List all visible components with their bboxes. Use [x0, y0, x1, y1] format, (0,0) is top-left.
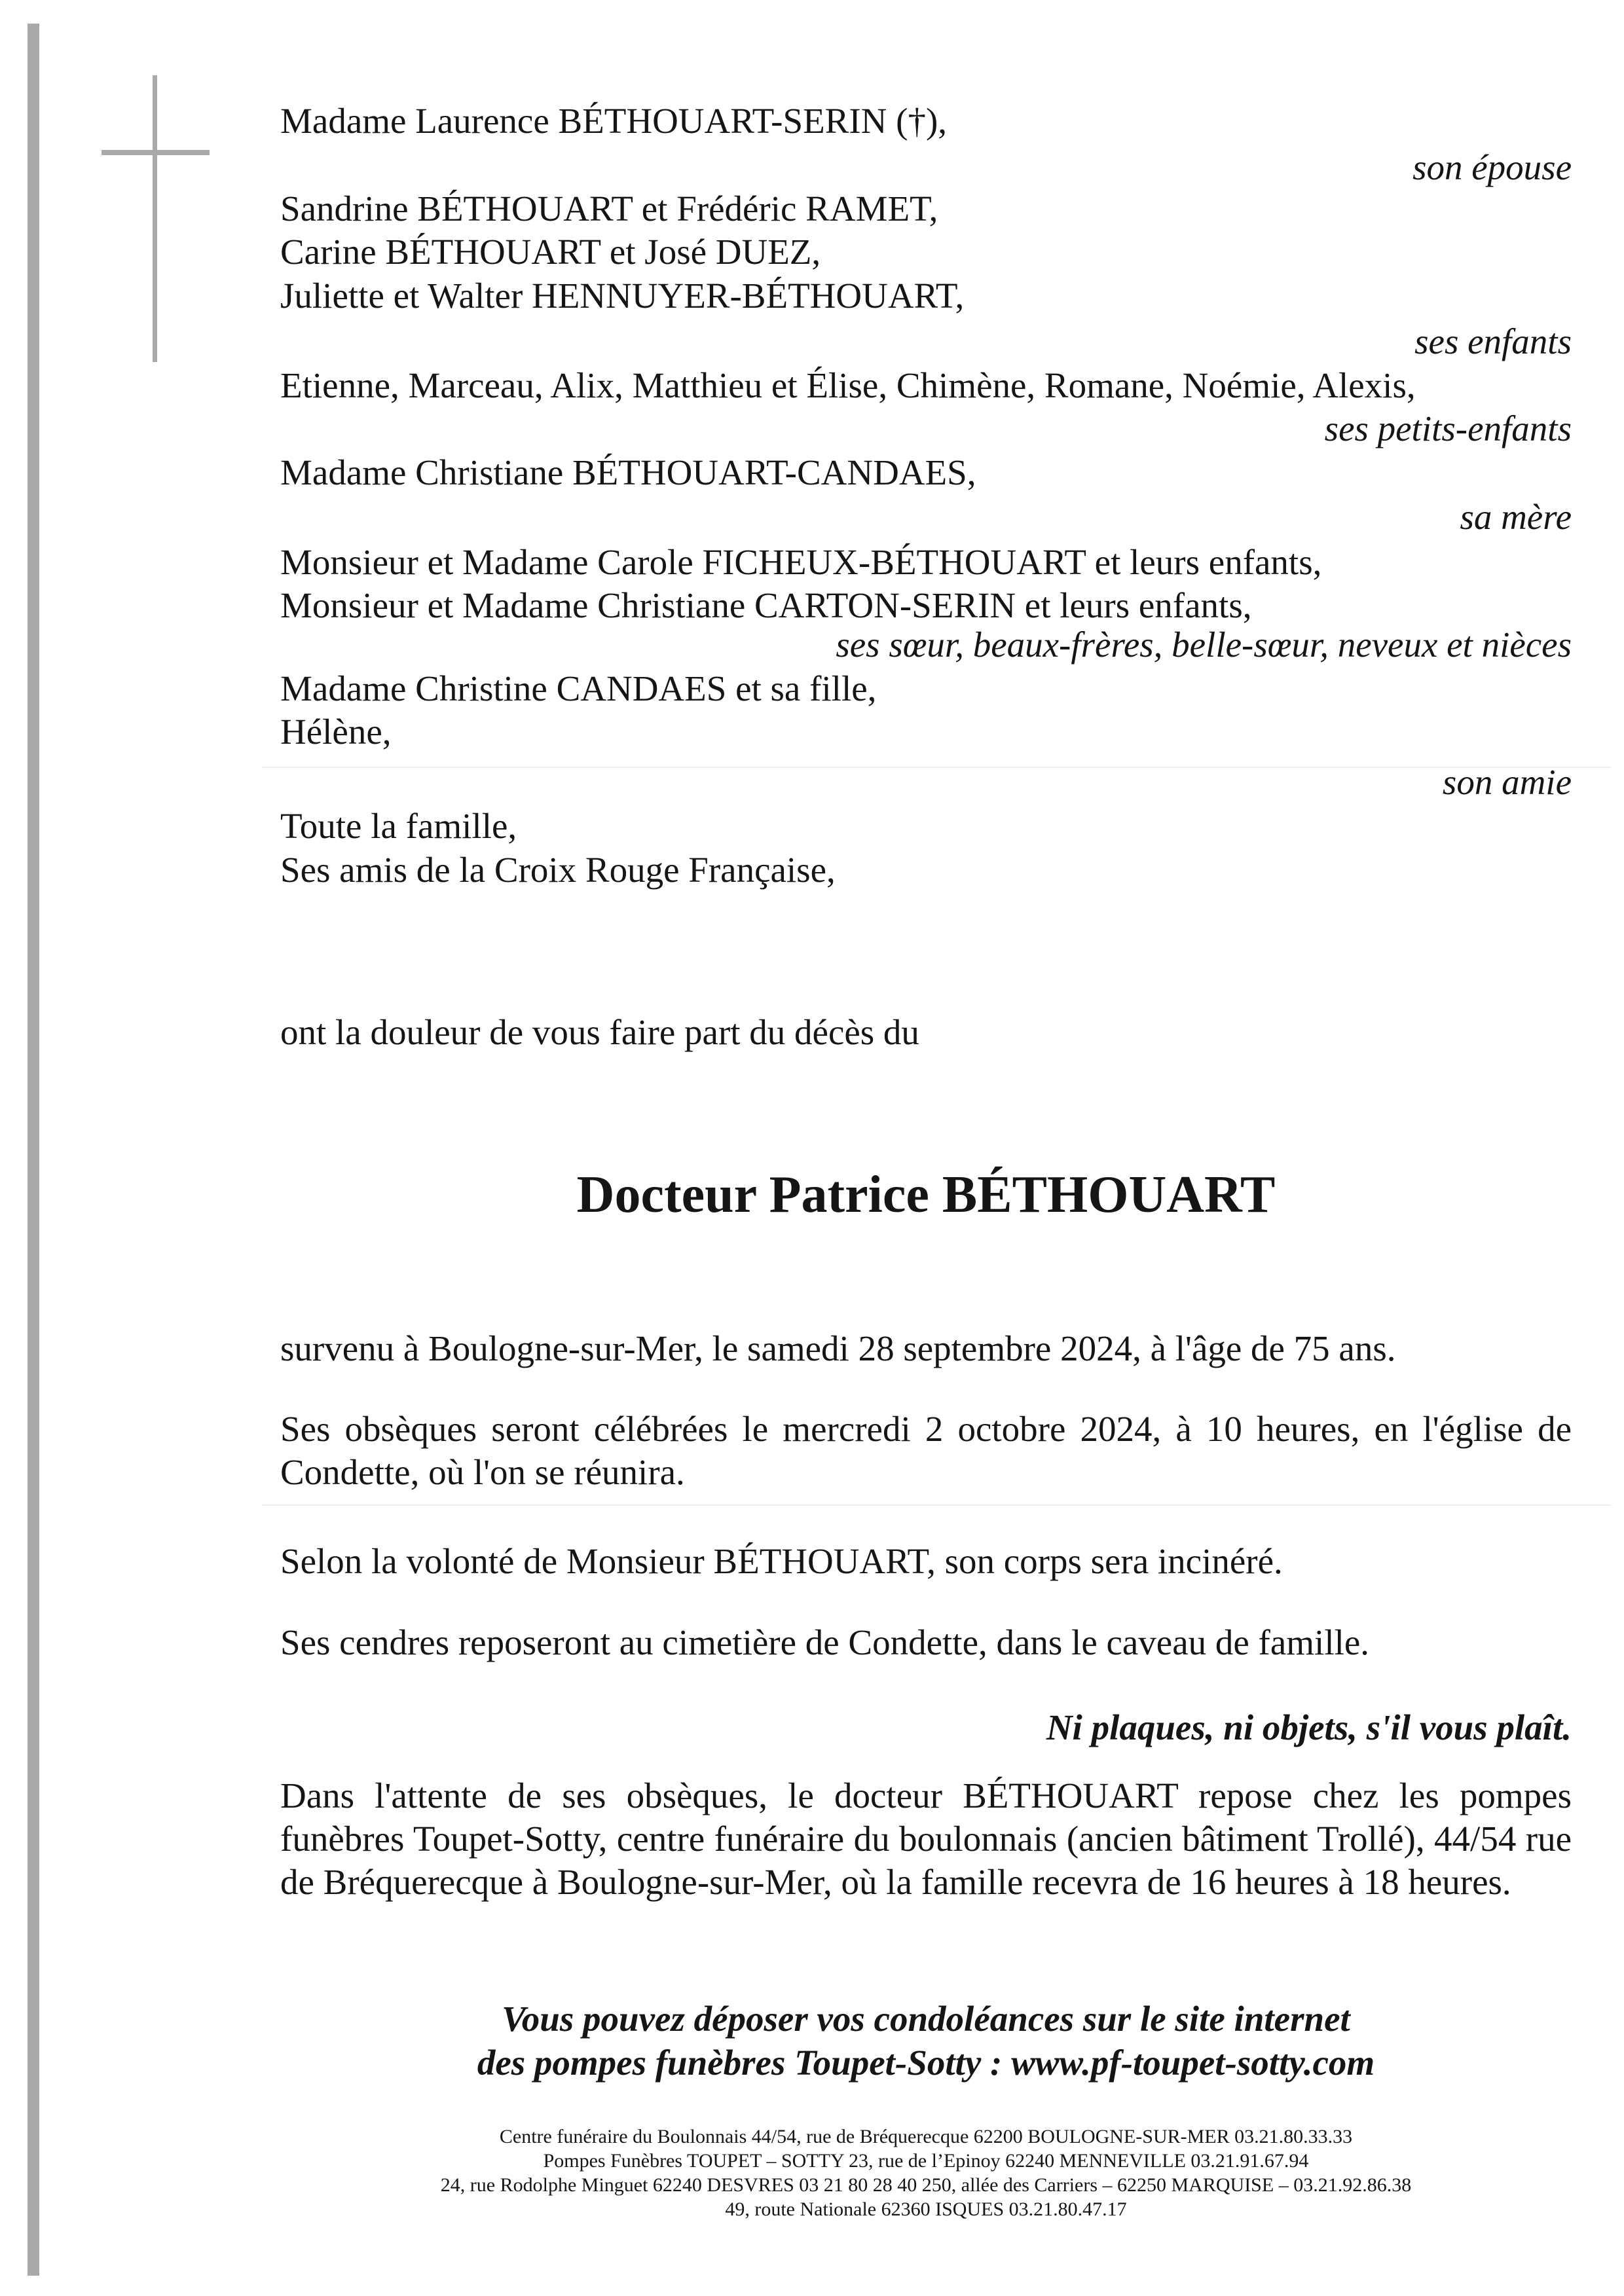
child-line: Juliette et Walter HENNUYER-BÉTHOUART,	[280, 276, 965, 316]
fold-line	[262, 1504, 1611, 1506]
funeral-details: Ses obsèques seront célébrées le mercredi 2 octobre 2024, à 10 heures, en l'église de Condette, où l'on se réunira.	[280, 1409, 1572, 1492]
deceased-name: Docteur Patrice BÉTHOUART	[576, 1166, 1276, 1224]
footer-line: Pompes Funèbres TOUPET – SOTTY 23, rue de l’Epinoy 62240 MENNEVILLE 03.21.91.67.94	[543, 2150, 1309, 2172]
fold-line	[262, 767, 1611, 768]
child-line: Sandrine BÉTHOUART et Frédéric RAMET,	[280, 189, 938, 228]
footer-line: Centre funéraire du Boulonnais 44/54, rue de Bréquerecque 62200 BOULOGNE-SUR-MER 03.21.80.33.33	[499, 2126, 1353, 2147]
condolences-note	[280, 1997, 1572, 2085]
friend-line: Madame Christine CANDAES et sa fille,	[280, 668, 877, 708]
rest-details: Dans l'attente de ses obsèques, le docteur BÉTHOUART repose chez les pompes funèbres Toupet-Sotty, centre funéraire du boulonnais (ancien bâtiment Trollé), 44/54 rue de Bréquerecque à Boulogne-sur-Mer, où la famille recevra de 16 heures à 18 heures.	[280, 1776, 1572, 1902]
others-line: Ses amis de la Croix Rouge Française,	[280, 850, 836, 890]
footer-line: 24, rue Rodolphe Minguet 62240 DESVRES 03 21 80 28 40 250, allée des Carriers – 62250 MARQUISE – 03.21.92.86.38	[440, 2174, 1412, 2196]
siblings-label: ses sœur, beaux-frères, belle-sœur, neveux et nièces	[836, 625, 1572, 665]
spouse-line: Madame Laurence BÉTHOUART-SERIN (†),	[280, 101, 948, 141]
no-flowers-note: Ni plaques, ni objets, s'il vous plaît.	[1046, 1707, 1572, 1747]
cremation-details: Selon la volonté de Monsieur BÉTHOUART, son corps sera incinéré.	[280, 1541, 1283, 1581]
left-margin-bar	[28, 24, 39, 2276]
mother-line: Madame Christiane BÉTHOUART-CANDAES,	[280, 452, 976, 492]
cross-vertical-beam	[153, 75, 157, 362]
friend-label: son amie	[1442, 762, 1572, 802]
spouse-label: son épouse	[1412, 147, 1572, 187]
cross-horizontal-beam	[101, 150, 210, 155]
children-label: ses enfants	[1414, 321, 1572, 361]
mother-label: sa mère	[1460, 497, 1572, 537]
others-line: Toute la famille,	[280, 806, 517, 846]
condolences-line: des pompes funèbres Toupet-Sotty : www.pf-toupet-sotty.com	[477, 2043, 1375, 2083]
funeral-home-footer	[280, 2124, 1572, 2221]
sibling-line: Monsieur et Madame Christiane CARTON-SERIN et leurs enfants,	[280, 585, 1252, 625]
friend-line: Hélène,	[280, 712, 392, 752]
footer-line: 49, route Nationale 62360 ISQUES 03.21.80.47.17	[725, 2198, 1127, 2220]
grandchildren-label: ses petits-enfants	[1324, 409, 1572, 448]
ashes-details: Ses cendres reposeront au cimetière de Condette, dans le caveau de famille.	[280, 1622, 1370, 1662]
death-details: survenu à Boulogne-sur-Mer, le samedi 28 septembre 2024, à l'âge de 75 ans.	[280, 1328, 1396, 1368]
announcement-intro: ont la douleur de vous faire part du décès du	[280, 1012, 919, 1052]
sibling-line: Monsieur et Madame Carole FICHEUX-BÉTHOUART et leurs enfants,	[280, 542, 1322, 582]
child-line: Carine BÉTHOUART et José DUEZ,	[280, 232, 821, 272]
condolences-line: Vous pouvez déposer vos condoléances sur le site internet	[502, 1999, 1350, 2039]
grandchildren-line: Etienne, Marceau, Alix, Matthieu et Élise, Chimène, Romane, Noémie, Alexis,	[280, 365, 1416, 405]
